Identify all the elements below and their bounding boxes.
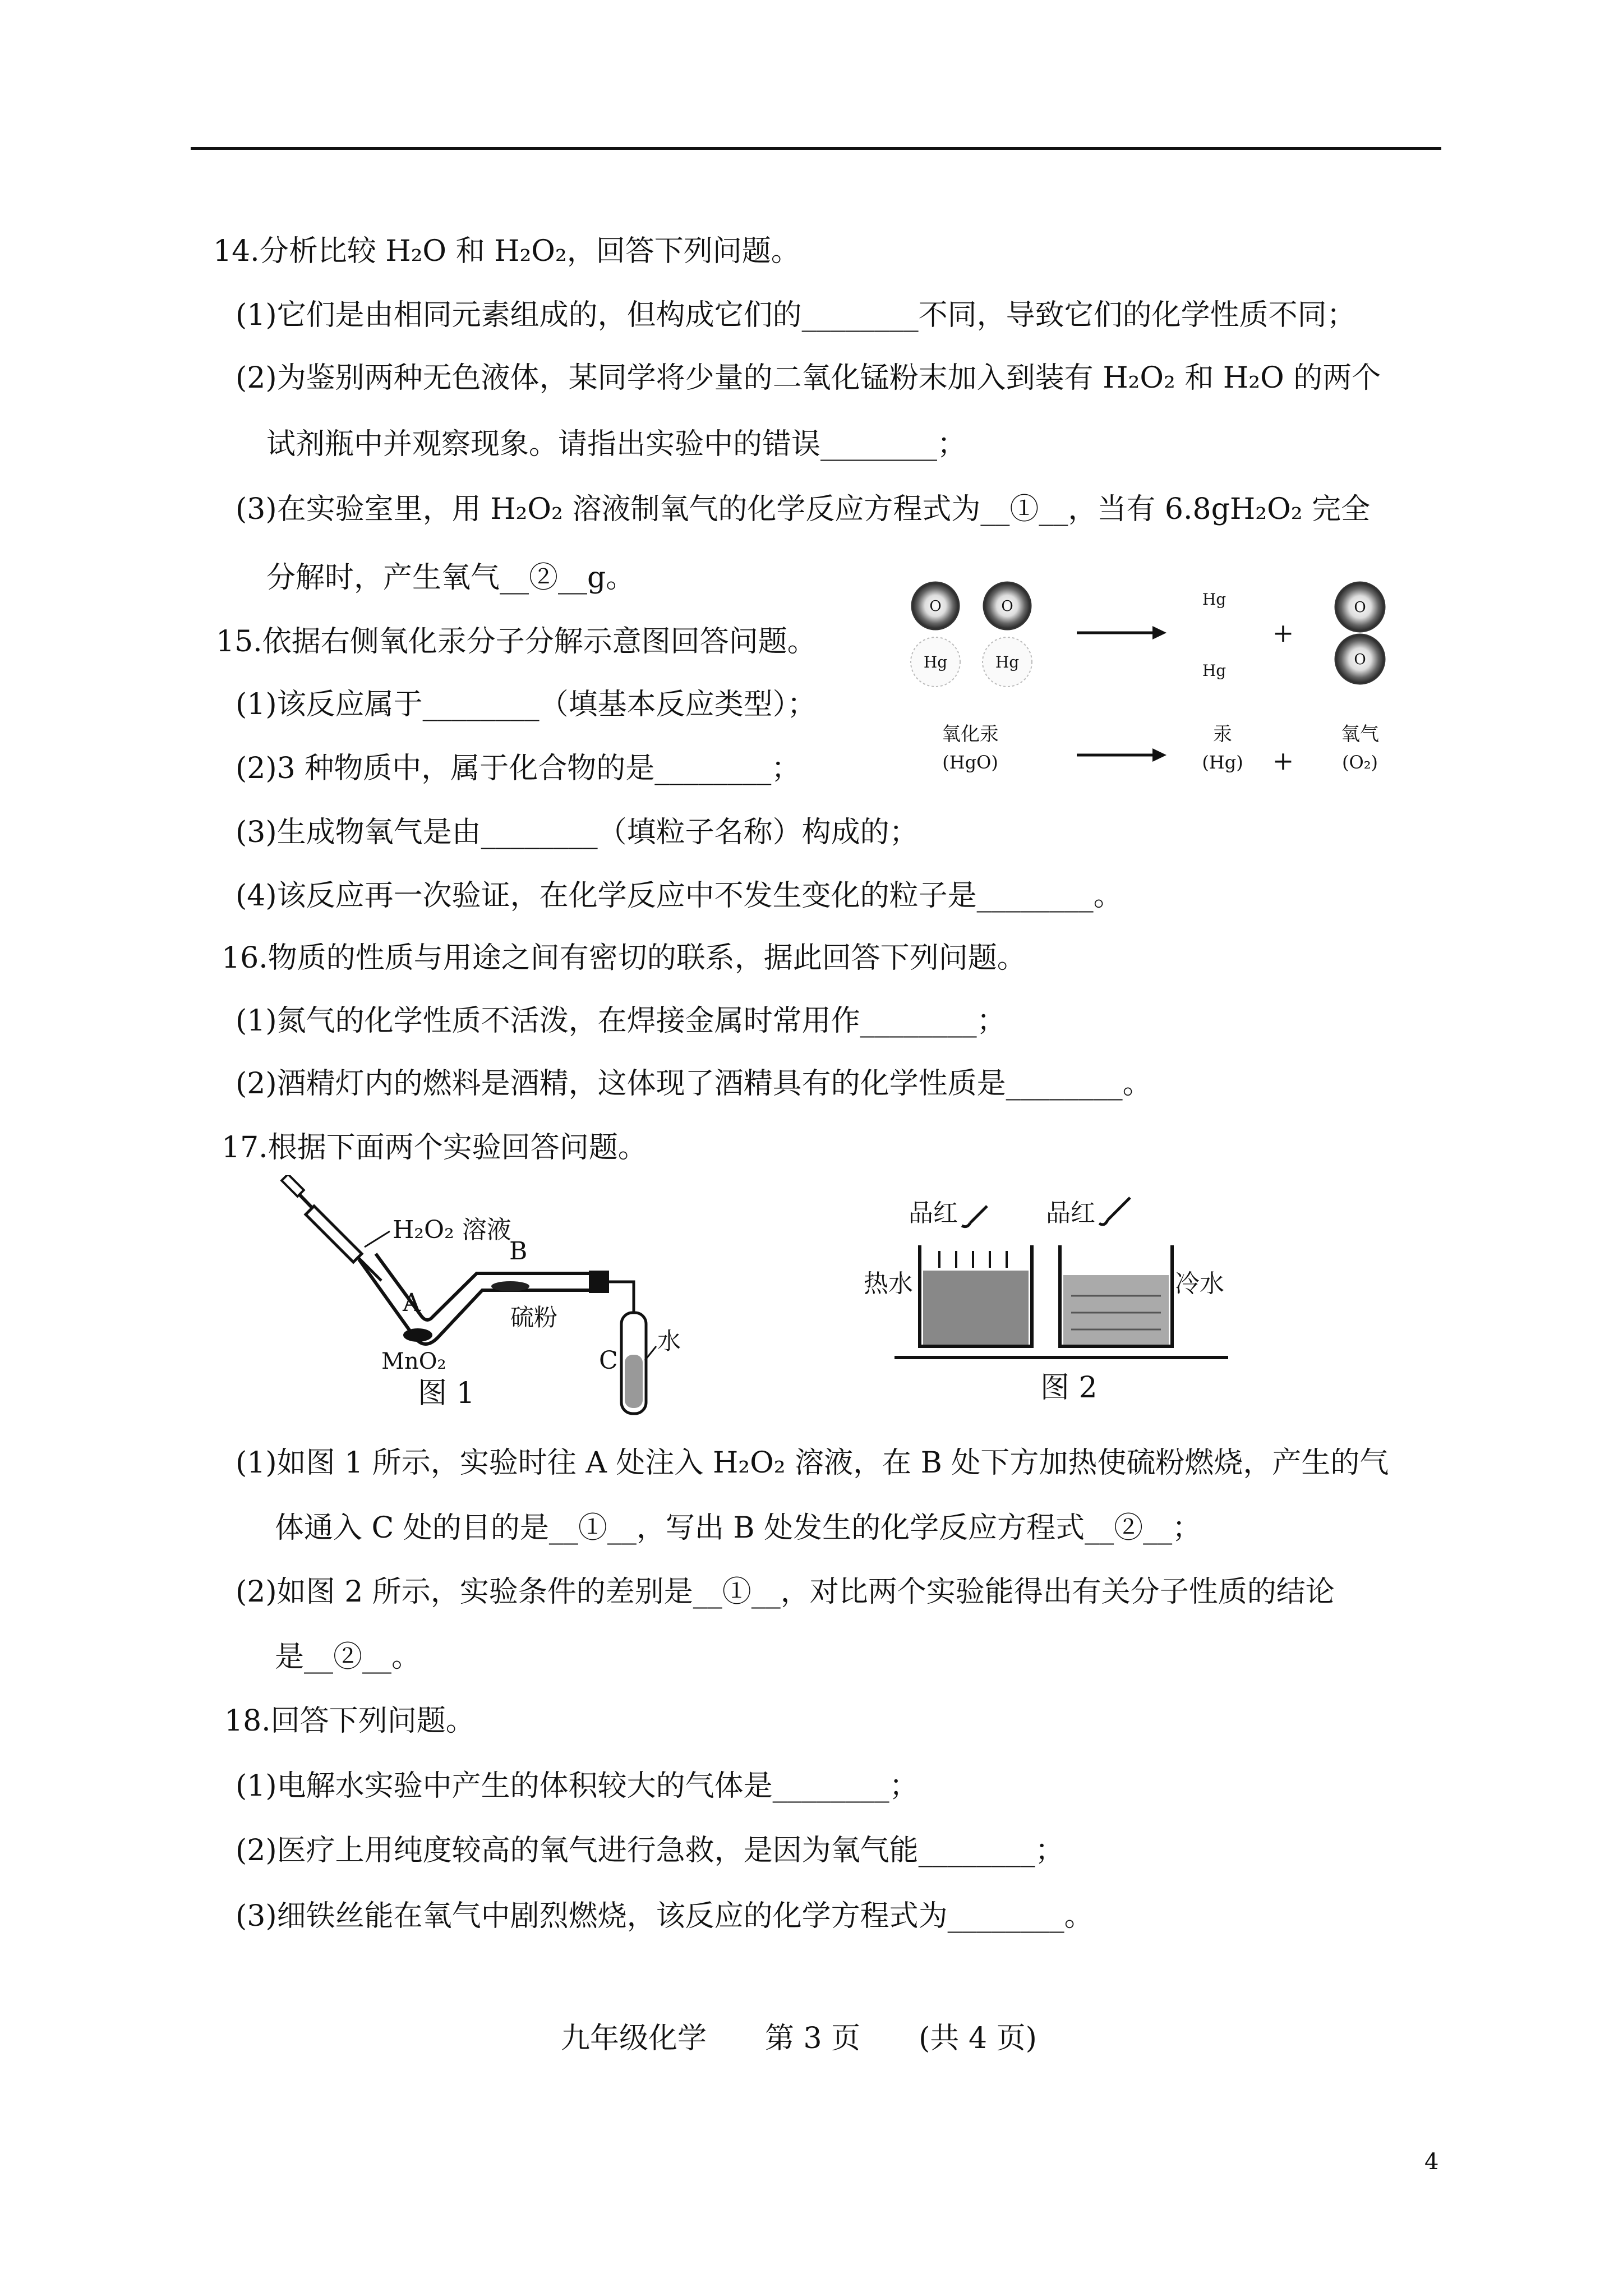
q18-part1: (1)电解水实验中产生的体积较大的气体是________； [236,1769,919,1803]
label-b: B [509,1237,528,1266]
label-dye-1: 品红 [909,1199,958,1227]
q17-part2-line2: 是__②__。 [275,1640,421,1674]
label-dye-2: 品红 [1046,1199,1095,1227]
q15-part1: (1)该反应属于________（填基本反应类型）； [236,688,817,721]
q18-part3: (3)细铁丝能在氧气中剧烈燃烧，该反应的化学方程式为________。 [236,1899,1094,1933]
label-o2-2: O [1354,651,1366,668]
page-number: 4 [1424,2149,1439,2175]
plus-bottom: + [1272,746,1294,776]
label-o-2: O [1001,598,1013,615]
q16-stem: 16.物质的性质与用途之间有密切的联系，据此回答下列问题。 [222,941,1026,975]
label-o2-formula: (O₂) [1341,752,1378,773]
q16-part2: (2)酒精灯内的燃料是酒精，这体现了酒精具有的化学性质是________。 [236,1067,1152,1101]
q14-part3-line1: (3)在实验室里，用 H₂O₂ 溶液制氧气的化学反应方程式为__①__，当有 6.8gH₂O₂ 完全 [236,493,1371,526]
label-hg-product-2: Hg [1202,661,1227,680]
q15-part2: (2)3 种物质中，属于化合物的是________； [236,752,801,785]
label-hg-1: Hg [923,653,948,671]
label-hot-water: 热水 [864,1269,913,1298]
q14-part2-line2: 试剂瓶中并观察现象。请指出实验中的错误________； [266,427,967,461]
label-hg-name: 汞 [1213,723,1232,746]
label-hgo-name: 氧化汞 [942,723,999,746]
hot-water [923,1271,1029,1345]
label-hg-product-1: Hg [1202,590,1227,609]
hgo-decomposition-diagram [875,567,1424,802]
q17-part1-line1: (1)如图 1 所示，实验时往 A 处注入 H₂O₂ 溶液，在 B 处下方加热使硫粉燃烧，产生的气 [236,1446,1389,1480]
label-hg-formula: (Hg) [1202,752,1243,773]
stopper [589,1271,609,1293]
label-o2-name: 氧气 [1341,723,1379,746]
q15-part4: (4)该反应再一次验证，在化学反应中不发生变化的粒子是________。 [236,879,1123,913]
q17-stem: 17.根据下面两个实验回答问题。 [222,1131,647,1165]
figure-2-beakers [841,1175,1290,1377]
label-cold-water: 冷水 [1175,1269,1224,1298]
label-mno2: MnO₂ [381,1349,446,1374]
label-h2o2-solution: H₂O₂ 溶液 [393,1216,511,1244]
q16-part1: (1)氮气的化学性质不活泼，在焊接金属时常用作________； [236,1004,1006,1038]
figure-1-apparatus [275,1175,740,1422]
q15-stem: 15.依据右侧氧化汞分子分解示意图回答问题。 [216,625,817,659]
q14-part1: (1)它们是由相同元素组成的，但构成它们的________不同，导致它们的化学性质不同； [236,298,1356,332]
sulfur-powder [491,1281,529,1291]
q14-part2-line1: (2)为鉴别两种无色液体，某同学将少量的二氧化锰粉末加入到装有 H₂O₂ 和 H₂O 的两个 [236,361,1381,395]
mno2-powder [403,1328,432,1342]
q17-part2-line1: (2)如图 2 所示，实验条件的差别是__①__，对比两个实验能得出有关分子性质的结论 [236,1575,1335,1609]
hot-beaker-dye-streaks [939,1251,1007,1268]
figure-1-caption: 图 1 [418,1377,475,1410]
figure-2-caption: 图 2 [1040,1371,1098,1405]
label-sulfur: 硫粉 [510,1304,558,1331]
label-o2-1: O [1354,599,1366,616]
dropper-2 [1099,1198,1130,1225]
q18-part2: (2)医疗上用纯度较高的氧气进行急救，是因为氧气能________； [236,1834,1064,1867]
q17-part1-line2: 体通入 C 处的目的是__①__，写出 B 处发生的化学反应方程式__②__； [275,1511,1202,1545]
label-a: A [403,1289,421,1317]
label-hg-2: Hg [995,653,1020,671]
label-water: 水 [657,1327,681,1355]
q14-part3-line2: 分解时，产生氧气__②__g。 [266,561,635,595]
arrow-bottom-head [1152,748,1166,762]
cold-water [1063,1275,1169,1345]
dropper-1 [962,1206,987,1227]
q15-part3: (3)生成物氧气是由________（填粒子名称）构成的； [236,816,919,849]
q14-stem: 14.分析比较 H₂O 和 H₂O₂，回答下列问题。 [213,234,800,268]
syringe [282,1175,381,1281]
plus-top: + [1272,618,1294,648]
arrow-top-head [1152,626,1166,639]
header-rule [191,147,1441,150]
label-c: C [599,1346,618,1375]
test-tube-water [625,1355,643,1408]
label-o-1: O [929,598,942,615]
q18-stem: 18.回答下列问题。 [224,1704,475,1738]
label-hgo-formula: (HgO) [942,752,998,773]
page-footer: 九年级化学 第 3 页 (共 4 页) [561,2022,1037,2055]
